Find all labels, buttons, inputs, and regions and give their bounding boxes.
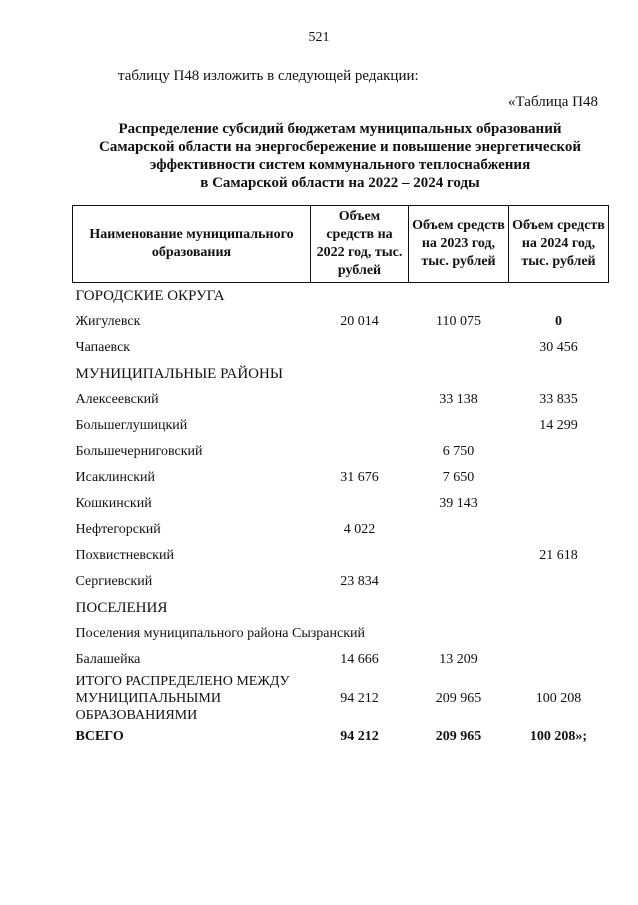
header-2022: Объем средств на 2022 год, тыс. рублей xyxy=(311,206,409,283)
cell-2024: 14 299 xyxy=(539,418,578,433)
cell-2024 xyxy=(509,439,609,465)
table-row xyxy=(73,595,609,621)
cell-2023 xyxy=(409,517,509,543)
table-row xyxy=(73,283,609,310)
cell-name: Нефтегорский xyxy=(75,522,161,537)
cell-2022 xyxy=(311,283,409,310)
table-header xyxy=(73,206,609,283)
cell-2024: 21 618 xyxy=(539,548,578,563)
cell-2024: 100 208»; xyxy=(529,729,588,744)
cell-2023: 39 143 xyxy=(439,496,478,511)
cell-2024 xyxy=(509,517,609,543)
cell-2023 xyxy=(409,361,509,387)
table-row xyxy=(73,673,609,724)
cell-2022: 20 014 xyxy=(340,314,379,329)
section-heading: ГОРОДСКИЕ ОКРУГА xyxy=(75,287,225,304)
cell-name: Чапаевск xyxy=(75,340,131,355)
title-line: Распределение субсидий бюджетам муниципальных образований xyxy=(118,121,562,137)
table-row xyxy=(73,517,609,543)
cell-name: Алексеевский xyxy=(75,392,159,407)
cell-2022 xyxy=(311,335,409,361)
cell-2023 xyxy=(409,335,509,361)
cell-2023: 110 075 xyxy=(436,314,481,329)
cell-2024 xyxy=(509,465,609,491)
cell-2022 xyxy=(311,491,409,517)
cell-2022: 94 212 xyxy=(340,729,379,744)
cell-name: Жигулевск xyxy=(75,314,141,329)
intro-text: таблицу П48 изложить в следующей редакции: xyxy=(118,68,419,84)
cell-2024 xyxy=(509,491,609,517)
cell-2024 xyxy=(509,647,609,673)
cell-name: Балашейка xyxy=(75,652,141,667)
subtotal-label: ИТОГО РАСПРЕДЕЛЕНО МЕЖДУ МУНИЦИПАЛЬНЫМИ ОБРАЗОВАНИЯМИ xyxy=(75,674,290,723)
cell-2023 xyxy=(409,569,509,595)
cell-2024 xyxy=(509,595,609,621)
cell-2022: 23 834 xyxy=(340,574,379,589)
cell-2023: 33 138 xyxy=(439,392,478,407)
cell-2023 xyxy=(409,543,509,569)
cell-2022: 4 022 xyxy=(343,522,376,537)
cell-2022: 94 212 xyxy=(340,691,379,706)
cell-2022: 14 666 xyxy=(340,652,379,667)
document-title xyxy=(70,120,610,192)
table-row xyxy=(73,621,609,647)
header-2024: Объем средств на 2024 год, тыс. рублей xyxy=(509,206,609,283)
cell-2023: 6 750 xyxy=(442,444,475,459)
table-row xyxy=(73,439,609,465)
page-number: 521 xyxy=(308,30,330,45)
cell-2023 xyxy=(409,283,509,310)
table-row xyxy=(73,465,609,491)
table-row xyxy=(73,309,609,335)
table-body xyxy=(73,283,609,751)
cell-2023: 13 209 xyxy=(439,652,478,667)
table-row xyxy=(73,335,609,361)
section-heading: МУНИЦИПАЛЬНЫЕ РАЙОНЫ xyxy=(75,365,283,382)
title-line: эффективности систем коммунального теплоснабжения xyxy=(149,157,531,173)
cell-2023 xyxy=(409,413,509,439)
section-heading: ПОСЕЛЕНИЯ xyxy=(75,599,168,616)
table-row xyxy=(73,413,609,439)
table-row xyxy=(73,647,609,673)
cell-2023: 209 965 xyxy=(435,729,482,744)
header-2023: Объем средств на 2023 год, тыс. рублей xyxy=(409,206,509,283)
table-row xyxy=(73,724,609,750)
grand-total-label: ВСЕГО xyxy=(75,729,124,744)
cell-name: Большечерниговский xyxy=(75,444,203,459)
table-row xyxy=(73,543,609,569)
cell-2023: 209 965 xyxy=(435,691,482,706)
cell-name: Большеглушицкий xyxy=(75,418,188,433)
cell-2022 xyxy=(311,439,409,465)
cell-2024: 100 208 xyxy=(535,691,582,706)
title-line: в Самарской области на 2022 – 2024 годы xyxy=(200,175,480,191)
cell-2022 xyxy=(311,595,409,621)
cell-2022 xyxy=(311,361,409,387)
cell-2024: 33 835 xyxy=(539,392,578,407)
cell-2023 xyxy=(409,595,509,621)
table-row xyxy=(73,387,609,413)
table-label: «Таблица П48 xyxy=(508,94,598,110)
header-name: Наименование муниципального образования xyxy=(73,206,311,283)
table-row xyxy=(73,491,609,517)
cell-2022 xyxy=(311,387,409,413)
title-line: Самарской области на энергосбережение и повышение энергетической xyxy=(99,139,581,155)
subsidies-table xyxy=(72,205,609,750)
cell-2022 xyxy=(311,413,409,439)
cell-name: Похвистневский xyxy=(75,548,174,563)
cell-2024 xyxy=(509,283,609,310)
cell-2024: 30 456 xyxy=(539,340,578,355)
cell-name: Исаклинский xyxy=(75,470,155,485)
subsection-heading: Поселения муниципального района Сызранский xyxy=(75,626,365,641)
cell-2024 xyxy=(509,361,609,387)
cell-2023: 7 650 xyxy=(442,470,475,485)
cell-name: Сергиевский xyxy=(75,574,153,589)
table-row xyxy=(73,569,609,595)
cell-2022 xyxy=(311,543,409,569)
table-row xyxy=(73,361,609,387)
cell-2024 xyxy=(509,569,609,595)
cell-name: Кошкинский xyxy=(75,496,152,511)
cell-2022: 31 676 xyxy=(340,470,379,485)
cell-2024: 0 xyxy=(555,314,562,329)
